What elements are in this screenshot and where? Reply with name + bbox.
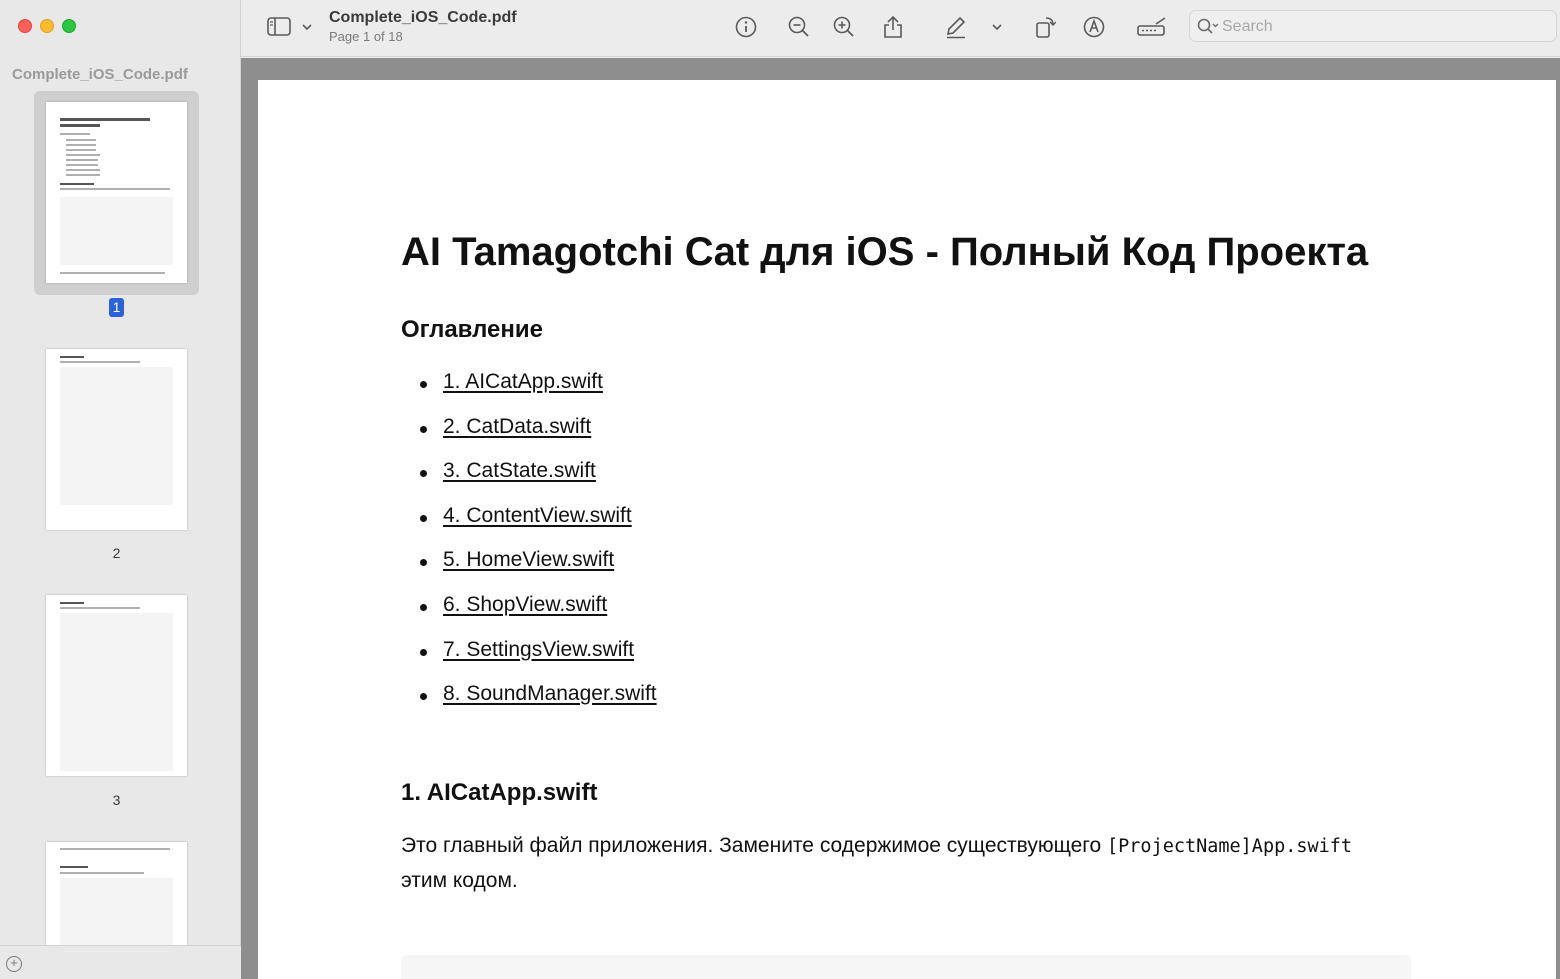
share-icon	[882, 15, 904, 39]
code-block	[401, 955, 1411, 979]
signature-button[interactable]	[1134, 12, 1170, 42]
zoom-window-button[interactable]	[62, 19, 76, 33]
section-heading: 1. AICatApp.swift	[401, 778, 598, 806]
page-thumbnail-4[interactable]	[46, 842, 187, 946]
minimize-window-button[interactable]	[40, 19, 54, 33]
zoom-out-icon	[788, 16, 810, 38]
toc-link[interactable]: 3. CatState.swift	[443, 459, 596, 483]
page-number-label: 3	[112, 792, 121, 808]
zoom-out-button[interactable]	[784, 12, 814, 42]
list-item	[401, 593, 1411, 638]
markup-button[interactable]	[1079, 12, 1109, 42]
close-window-button[interactable]	[18, 19, 32, 33]
search-field[interactable]	[1189, 10, 1557, 42]
add-page-icon[interactable]: +	[6, 956, 22, 972]
zoom-in-button[interactable]	[829, 12, 859, 42]
rotate-icon	[1034, 15, 1056, 39]
sidebar-title: Complete_iOS_Code.pdf	[12, 66, 188, 83]
sidebar-toggle-icon	[267, 17, 293, 37]
toc-link[interactable]: 7. SettingsView.swift	[443, 637, 635, 661]
info-button[interactable]	[731, 12, 761, 42]
page-number-label: 2	[112, 545, 121, 561]
paragraph-text: этим кодом.	[401, 868, 518, 892]
window-controls	[18, 19, 76, 33]
signature-icon	[1136, 16, 1168, 38]
document-heading: AI Tamagotchi Cat для iOS - Полный Код Проекта	[401, 230, 1369, 274]
page-indicator: Page 1 of 18	[329, 29, 403, 44]
toc-heading: Оглавление	[401, 316, 543, 343]
sidebar-toggle-button[interactable]	[265, 12, 315, 42]
document-title: Complete_iOS_Code.pdf	[329, 9, 517, 26]
pdf-page	[258, 80, 1556, 979]
list-item	[401, 370, 1411, 415]
rotate-button[interactable]	[1030, 12, 1060, 42]
search-input[interactable]	[1222, 17, 1542, 37]
toc-link[interactable]: 2. CatData.swift	[443, 414, 592, 438]
paragraph-text: Это главный файл приложения. Замените содержимое существующего	[401, 833, 1108, 857]
toc-list	[401, 370, 1411, 727]
toc-link[interactable]: 5. HomeView.swift	[443, 548, 615, 572]
share-button[interactable]	[878, 12, 908, 42]
section-paragraph	[401, 829, 1411, 898]
zoom-in-icon	[833, 16, 855, 38]
toc-link[interactable]: 1. AICatApp.swift	[443, 370, 603, 393]
list-item	[401, 548, 1411, 593]
highlight-button[interactable]	[941, 12, 971, 42]
list-item	[401, 415, 1411, 460]
thumbnail-sidebar	[0, 0, 241, 979]
list-item	[401, 504, 1411, 549]
chevron-down-icon	[301, 23, 313, 31]
document-canvas[interactable]	[241, 58, 1560, 979]
search-icon	[1196, 17, 1220, 37]
highlight-pen-icon	[945, 15, 967, 39]
page-thumbnail-2[interactable]	[46, 349, 187, 530]
toc-link[interactable]: 6. ShopView.swift	[443, 592, 608, 616]
toc-link[interactable]: 8. SoundManager.swift	[443, 682, 657, 706]
info-icon	[735, 16, 757, 38]
toc-link[interactable]: 4. ContentView.swift	[443, 503, 632, 527]
toolbar	[241, 0, 1560, 57]
markup-icon	[1083, 16, 1105, 38]
page-thumbnail-3[interactable]	[46, 595, 187, 776]
highlight-options-button[interactable]	[989, 12, 1005, 42]
page-content	[401, 228, 1411, 898]
sidebar-footer	[0, 945, 241, 979]
inline-code: [ProjectName]App.swift	[1107, 835, 1353, 857]
list-item	[401, 682, 1411, 727]
page-number-badge-selected: 1	[109, 298, 124, 317]
list-item	[401, 459, 1411, 504]
page-thumbnail-1[interactable]	[46, 102, 187, 283]
chevron-down-icon	[991, 23, 1003, 31]
list-item	[401, 638, 1411, 683]
